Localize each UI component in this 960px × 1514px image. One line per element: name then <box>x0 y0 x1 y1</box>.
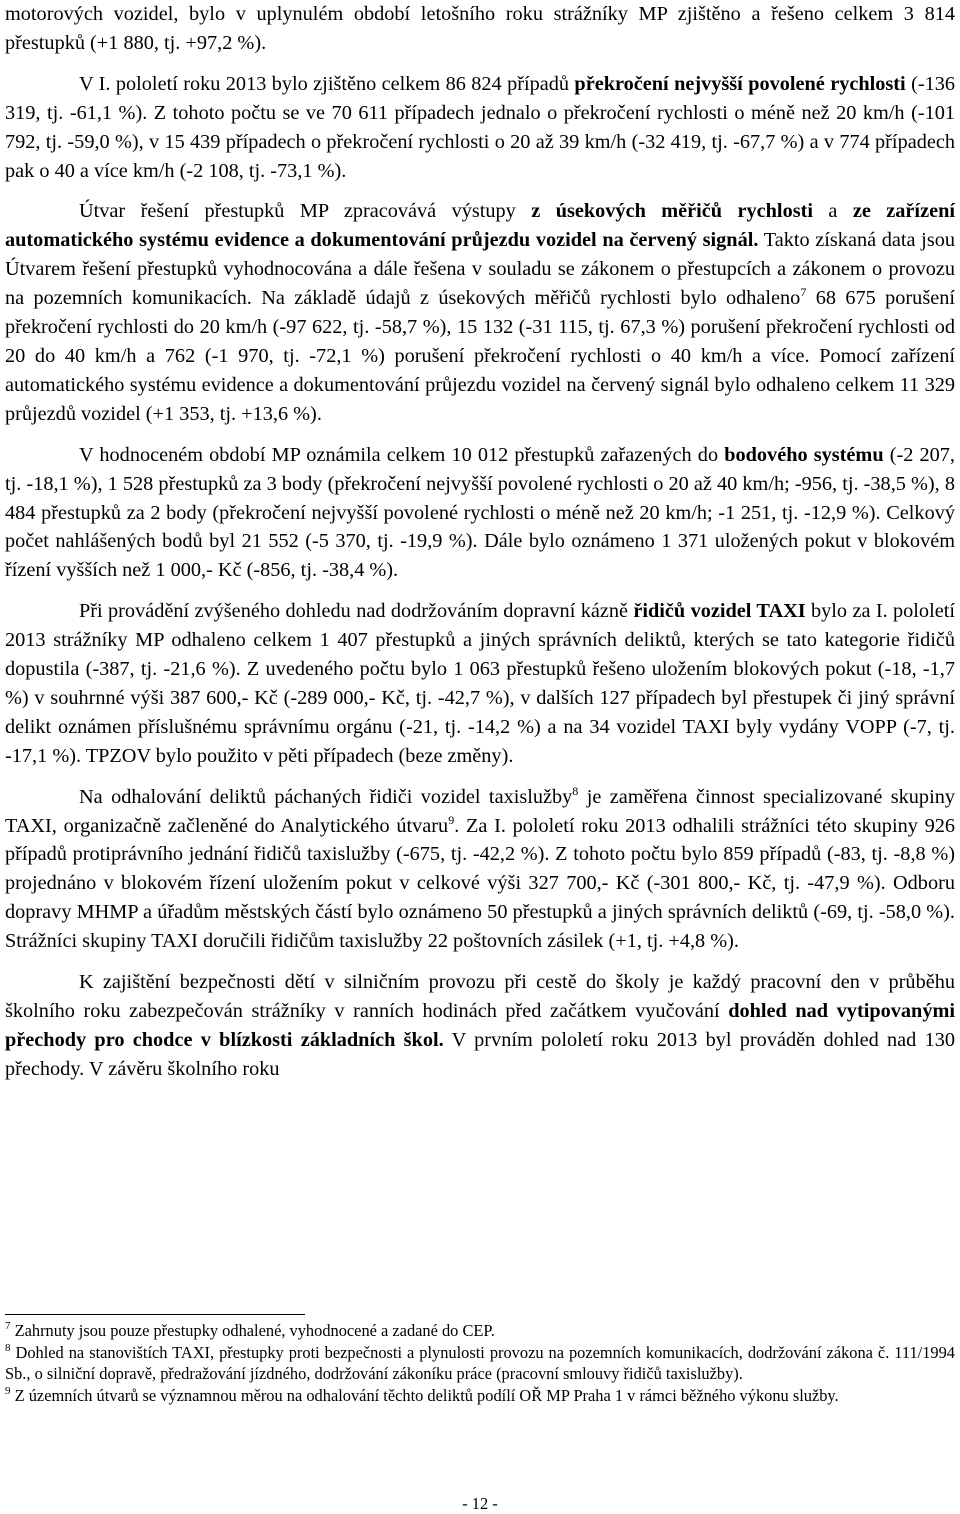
footnote-8 <box>5 1342 955 1385</box>
paragraph-text: (-2 207, tj. -18,1 %), 1 528 přestupků za 3 body (překročení nejvyšší povolené rychlosti o 20 až 40 km/h; -956, tj. -38,5 %), 8 484 přestupků za 2 body (překročení nejvyšší povolené rychlosti o méně než 20 km/h; -1 251, tj. -12,9 %). Celkový počet nahlášených bodů byl 21 552 (-5 370, tj. -19,9 %). Dále bylo oznámeno 1 371 uložených pokut v blokovém řízení vyšších než 1 000,- Kč (-856, tj. -38,4 %). <box>5 443 955 582</box>
footnote-ref-8: 8 <box>572 783 579 798</box>
footnote-number: 8 <box>5 1341 11 1354</box>
footnote-ref-9: 9 <box>448 812 455 827</box>
bold-term: ze zařízení automatického systému evidence a dokumentování průjezdu vozidel na červený signál. <box>5 200 955 252</box>
document-body <box>5 0 955 1084</box>
paragraph-text: Takto získaná data jsou Útvarem řešení přestupků vyhodnocována a dále řešena v souladu se zákonem o přestupcích a zákonem o provozu na pozemních komunikacích. Na základě údajů z úsekových měřičů rychlosti bylo odhaleno <box>5 229 955 310</box>
bold-term: bodového systému <box>724 443 884 466</box>
bold-term: překročení nejvyšší povolené rychlosti <box>574 72 906 95</box>
bold-term: z úsekových měřičů rychlosti <box>531 200 813 223</box>
footnotes <box>5 1320 955 1406</box>
footnote-separator <box>5 1314 305 1315</box>
paragraph-text: K zajištění bezpečnosti dětí v silničním provozu při cestě do školy je každý pracovní den v průběhu školního roku zabezpečován strážníky v ranních hodinách před začátkem vyučování <box>5 971 955 1022</box>
paragraph-text: V I. pololetí roku 2013 bylo zjištěno celkem 86 824 případů <box>79 72 575 95</box>
footnote-7 <box>5 1320 955 1342</box>
paragraph-gap <box>5 58 955 70</box>
paragraph-taxi-drivers <box>5 597 955 770</box>
paragraph-text: V prvním pololetí roku 2013 byl prováděn dohled nad 130 přechody. V závěru školního roku <box>5 1028 956 1080</box>
footnote-ref-7: 7 <box>800 285 807 300</box>
footnote-text: Dohled na stanovištích TAXI, přestupky proti bezpečnosti a plynulosti provozu na pozemních komunikacích, dodržování zákona č. 111/1994 Sb., o silniční dopravě, předražování jízdného, dodržování zákoníku práce (pracovní smlouvy řidičů taxislužby). <box>5 1342 955 1383</box>
paragraph-school-safety <box>5 968 955 1084</box>
paragraph-text: bylo za I. pololetí 2013 strážníky MP odhaleno celkem 1 407 přestupků a jiných správních deliktů, kterých se tato kategorie řidičů dopustila (-387, tj. -21,6 %). Z uvedeného počtu bylo 1 063 přestupků řešeno uložením blokových pokut (-18, -1,7 %) v souhrnné výši 387 600,- Kč (-289 000,- Kč, tj. -42,7 %), v dalších 127 případech byl přestupek či jiný správní delikt oznámen příslušnému správnímu orgánu (-21, tj. -14,2 %) a na 34 vozidel TAXI byly vydány VOPP (-7, tj. -17,1 %). TPZOV bylo použito v pěti případech (beze změny). <box>5 600 955 767</box>
paragraph-point-system <box>5 441 955 586</box>
paragraph-gap <box>5 771 955 783</box>
footnote-9 <box>5 1385 955 1407</box>
paragraph-gap <box>5 585 955 597</box>
paragraph-text: a <box>813 200 853 223</box>
paragraph-text: (-136 319, tj. -61,1 %). Z tohoto počtu se ve 70 611 případech jednalo o překročení rychlosti o méně než 20 km/h (-101 792, tj. -59,0 %), v 15 439 případech o překročení rychlosti o 20 až 39 km/h (-32 419, tj. -67,7 %) a v 774 případech pak o 40 a více km/h (-2 108, tj. -73,1 %). <box>5 72 956 182</box>
bold-term: dohled nad vytipovanými přechody pro chodce v blízkosti základních škol. <box>5 1000 955 1051</box>
paragraph-speed-meters <box>5 197 955 428</box>
paragraph-speeding <box>5 70 955 186</box>
paragraph-text: Při provádění zvýšeného dohledu nad dodržováním dopravní kázně <box>79 600 634 623</box>
footnote-text: Zahrnuty jsou pouze přestupky odhalené, vyhodnocené a zadané do CEP. <box>14 1321 495 1340</box>
paragraph-gap <box>5 429 955 441</box>
paragraph-text: je zaměřena činnost specializované skupiny TAXI, organizačně začleněné do Analytického útvaru <box>5 785 955 837</box>
paragraph-text: motorových vozidel, bylo v uplynulém období letošního roku strážníky MP zjištěno a řešeno celkem 3 814 přestupků (+1 880, tj. +97,2 %). <box>5 3 955 54</box>
paragraph-text: 68 675 porušení překročení rychlosti do 20 km/h (-97 622, tj. -58,7 %), 15 132 (-31 115, tj. 67,3 %) porušení překročení rychlosti od 20 do 40 km/h a 762 (-1 970, tj. -72,1 %) porušení překročení rychlosti o 40 km/h a více. Pomocí zařízení automatického systému evidence a dokumentování průjezdu vozidel na červený signál bylo odhaleno celkem 11 329 průjezdů vozidel (+1 353, tj. +13,6 %). <box>5 287 955 425</box>
paragraph-text: Útvar řešení přestupků MP zpracovává výstupy <box>79 200 532 223</box>
paragraph-intro <box>5 0 955 58</box>
paragraph-gap <box>5 956 955 968</box>
paragraph-text: Na odhalování deliktů páchaných řidiči vozidel taxislužby <box>79 785 573 808</box>
footnote-text: Z územních útvarů se významnou měrou na odhalování těchto deliktů podílí OŘ MP Praha 1 v rámci běžného výkonu služby. <box>14 1385 839 1405</box>
page-number: - 12 - <box>462 1494 498 1513</box>
paragraph-taxi-group <box>5 783 955 956</box>
bold-term: řidičů vozidel TAXI <box>633 600 806 623</box>
footnote-number: 7 <box>5 1320 11 1332</box>
paragraph-gap <box>5 185 955 197</box>
paragraph-text: . Za I. pololetí roku 2013 odhalili strážníci této skupiny 926 případů protiprávního jednání řidičů taxislužby (-675, tj. -42,2 %). Z tohoto počtu bylo 859 případů (-83, tj. -8,8 %) projednáno v blokovém řízení uložením pokut v celkové výši 327 700,- Kč (-301 800,- Kč, tj. -47,9 %). Odboru dopravy MHMP a úřadům městských částí bylo oznámeno 50 přestupků a jiných správních deliktů (-69, tj. -58,0 %). Strážníci skupiny TAXI doručili řidičům taxislužby 22 poštovních zásilek (+1, tj. +4,8 %). <box>5 814 955 953</box>
footnote-number: 9 <box>5 1384 11 1397</box>
paragraph-text: V hodnoceném období MP oznámila celkem 10 012 přestupků zařazených do <box>79 443 725 466</box>
